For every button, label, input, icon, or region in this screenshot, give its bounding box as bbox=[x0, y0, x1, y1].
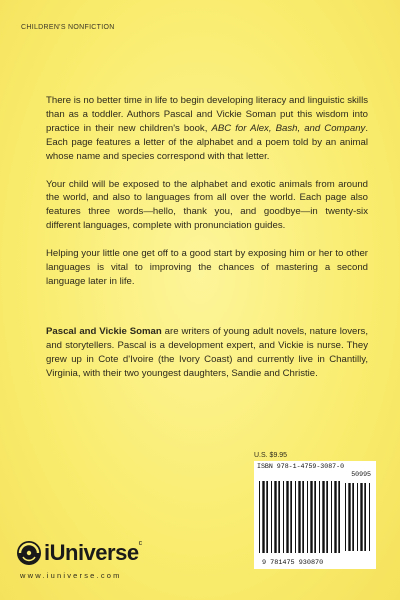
ean-barcode bbox=[258, 481, 342, 553]
addon-barcode bbox=[344, 483, 372, 551]
addon-code: 50995 bbox=[351, 471, 371, 478]
blurb-paragraph-3: Helping your little one get off to a good start by exposing him or her to other languages is vital to improving the chances of mastering a second language later in life. bbox=[46, 248, 368, 287]
publisher-trademark: c bbox=[138, 540, 142, 547]
barcode-digits: 9 781475 930870 bbox=[262, 559, 324, 567]
author-bio bbox=[46, 325, 368, 381]
price-label: U.S. $9.95 bbox=[254, 452, 288, 459]
barcode-box bbox=[254, 461, 376, 569]
isbn-text: ISBN 978-1-4759-3087-0 bbox=[257, 463, 345, 470]
publisher-website: www.iuniverse.com bbox=[20, 571, 122, 580]
blurb-p1-end: . Each page features a letter of the alphabet and a poem told by an animal whose name and species correspond with that letter. bbox=[46, 122, 368, 162]
publisher-name: iUniverse$^c$ bbox=[44, 540, 142, 565]
blurb-p1-start: There is no better time in life to begin developing literacy and linguistic skills than as a toddler. Authors Pascal and Vickie Soman put this wisdom into practice in their new children's book, bbox=[46, 95, 368, 134]
publisher-logo-icon bbox=[16, 540, 42, 566]
blurb-text bbox=[46, 94, 368, 395]
blurb-paragraph-2: Your child will be exposed to the alphabet and exotic animals from around the world, and also to languages from all over the world. Each page also features three words—hello, thank you, and goodbye—in twenty-six different languages, complete with pronunciation guides. bbox=[46, 178, 368, 232]
author-names: Pascal and Vickie Soman bbox=[46, 325, 162, 337]
publisher-logo bbox=[16, 540, 142, 566]
author-bio-text: are writers of young adult novels, nature lovers, and storytellers. Pascal is a development expert, and Vickie is nurse. They grew up in Cote d'Ivoire (the Ivory Coast) and currently live in Chantilly, Virginia, with their two youngest daughters, Sandie and Christie. bbox=[46, 325, 368, 379]
category-label: CHILDREN'S NONFICTION bbox=[21, 24, 115, 31]
book-title: ABC for Alex, Bash, and Company bbox=[211, 122, 366, 134]
blurb-paragraph-1 bbox=[46, 94, 368, 164]
